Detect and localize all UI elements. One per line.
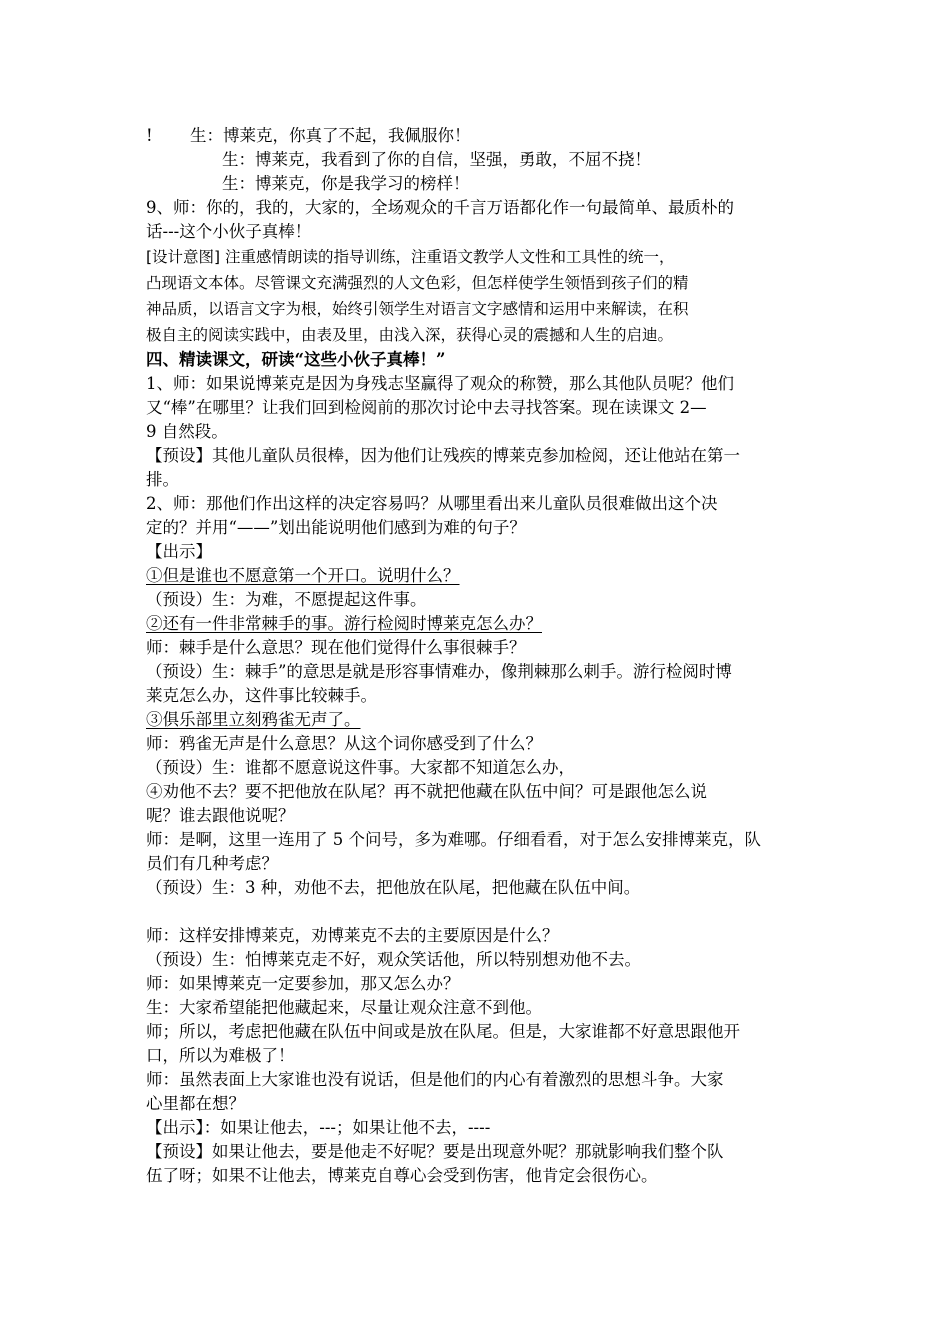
text-line: 师：虽然表面上大家谁也没有说话，但是他们的内心有着激烈的思想斗争。大家 [146, 1070, 724, 1089]
text-line: 师；所以，考虑把他藏在队伍中间或是放在队尾。但是，大家谁都不好意思跟他开 [146, 1022, 740, 1041]
text-line: 生：博莱克，你是我学习的榜样！ [222, 174, 470, 193]
line-marker: ! [146, 126, 153, 145]
design-intent-line: 神品质，以语言文字为根，始终引领学生对语言文字感情和运用中来解读，在积 [146, 300, 689, 318]
text-line: 师：棘手是什么意思？现在他们觉得什么事很棘手？ [146, 638, 526, 657]
blank-line [146, 900, 816, 924]
text-line: 话---这个小伙子真棒！ [146, 222, 312, 241]
text-line: 呢？谁去跟他说呢？ [146, 806, 295, 825]
text-line: 员们有几种考虑？ [146, 854, 278, 873]
text-line: 心里都在想？ [146, 1094, 245, 1113]
text-line: 9 自然段。 [146, 422, 228, 441]
text-line: 定的？并用“——”划出能说明他们感到为难的句子？ [146, 518, 526, 537]
text-line: （预设）生：棘手”的意思是就是形容事情难办，像荆棘那么刺手。游行检阅时博 [146, 662, 732, 681]
text-line: （预设）生：怕博莱克走不好，观众笑话他，所以特别想劝他不去。 [146, 950, 641, 969]
section-heading: 四、精读课文，研读“这些小伙子真棒！” [146, 350, 446, 369]
text-line: 生：博莱克，我看到了你的自信，坚强，勇敢，不屈不挠！ [222, 150, 651, 169]
text-line: （预设）生：3 种，劝他不去，把他放在队尾，把他藏在队伍中间。 [146, 878, 641, 897]
design-intent-line: 凸现语文本体。尽管课文充满强烈的人文色彩，但怎样使学生领悟到孩子们的精 [146, 274, 689, 292]
text-line: 【预设】其他儿童队员很棒，因为他们让残疾的博莱克参加检阅，还让他站在第一 [146, 446, 740, 465]
text-line: 师：是啊，这里一连用了 5 个问号，多为难哪。仔细看看，对于怎么安排博莱克，队 [146, 830, 761, 849]
text-line: 师：鸦雀无声是什么意思？从这个词你感受到了什么？ [146, 734, 542, 753]
text-line: 【出示】 [146, 542, 212, 561]
text-line: 口，所以为难极了！ [146, 1046, 295, 1065]
underlined-quote: ②还有一件非常棘手的事。游行检阅时博莱克怎么办？ [146, 614, 542, 633]
text-line: ④劝他不去？要不把他放在队尾？再不就把他藏在队伍中间？可是跟他怎么说 [146, 782, 707, 801]
text-line: 排。 [146, 470, 179, 489]
text-line: 伍了呀；如果不让他去，博莱克自尊心会受到伤害，他肯定会很伤心。 [146, 1166, 658, 1185]
text-line: 师：这样安排博莱克，劝博莱克不去的主要原因是什么？ [146, 926, 559, 945]
text-line: （预设）生：谁都不愿意说这件事。大家都不知道怎么办， [146, 758, 575, 777]
design-intent-line: 极自主的阅读实践中，由表及里，由浅入深，获得心灵的震撼和人生的启迪。 [146, 326, 674, 344]
text-line: 2、师：那他们作出这样的决定容易吗？从哪里看出来儿童队员很难做出这个决 [146, 494, 718, 513]
text-line: 又“棒”在哪里？让我们回到检阅前的那次讨论中去寻找答案。现在读课文 2— [146, 398, 707, 417]
underlined-quote: ①但是谁也不愿意第一个开口。说明什么？ [146, 566, 460, 585]
document-body [146, 124, 816, 1188]
text-line: ! 生：博莱克，你真了不起，我佩服你！ [146, 124, 816, 148]
text-line: （预设）生：为难，不愿提起这件事。 [146, 590, 427, 609]
text-line: 师：如果博莱克一定要参加，那又怎么办？ [146, 974, 460, 993]
text-line: 9、师：你的，我的，大家的，全场观众的千言万语都化作一句最简单、最质朴的 [146, 198, 734, 217]
text-line: 1、师：如果说博莱克是因为身残志坚赢得了观众的称赞，那么其他队员呢？他们 [146, 374, 734, 393]
text-line: 【预设】如果让他去，要是他走不好呢？要是出现意外呢？那就影响我们整个队 [146, 1142, 724, 1161]
text-line: 莱克怎么办，这件事比较棘手。 [146, 686, 377, 705]
design-intent-line: [设计意图] 注重感情朗读的指导训练，注重语文教学人文性和工具性的统一， [146, 248, 675, 266]
text-line: 【出示】：如果让他去，---；如果让他不去，---- [146, 1118, 491, 1137]
underlined-quote: ③俱乐部里立刻鸦雀无声了。 [146, 710, 361, 729]
text-line: 生：大家希望能把他藏起来，尽量让观众注意不到他。 [146, 998, 542, 1017]
